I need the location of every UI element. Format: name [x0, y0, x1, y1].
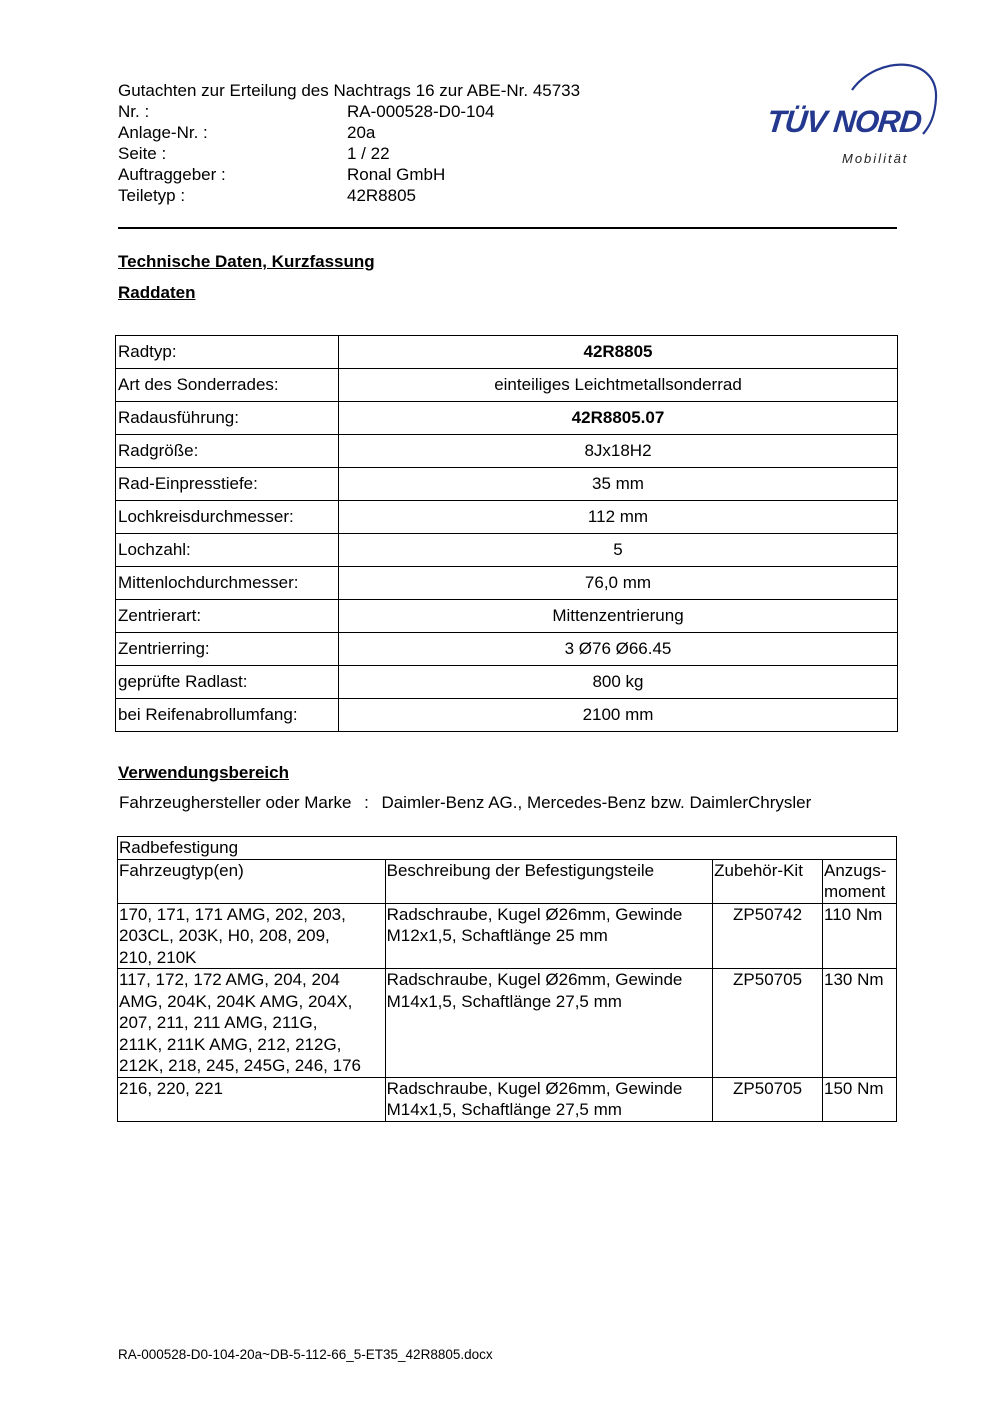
header-label: Teiletyp :: [118, 186, 186, 205]
befe-description-line: M14x1,5, Schaftlänge 27,5 mm: [386, 1100, 622, 1119]
radbefestigung-table: [117, 836, 897, 1122]
raddaten-row: [116, 435, 898, 468]
befe-vehicle-types-line: 212K, 218, 245, 245G, 246, 176: [119, 1056, 361, 1075]
befe-header-torque-line2: moment: [824, 882, 886, 901]
befe-vehicle-types-line: 216, 220, 221: [119, 1078, 223, 1098]
raddaten-label: Zentrierring:: [116, 633, 339, 666]
raddaten-label: Art des Sonderrades:: [116, 369, 339, 402]
raddaten-value: einteiliges Leichtmetallsonderrad: [339, 369, 898, 402]
raddaten-value: 8Jx18H2: [339, 435, 898, 468]
header-row-nr: [118, 101, 678, 122]
befe-description: [385, 903, 712, 969]
befe-description-line: Radschraube, Kugel Ø26mm, Gewinde: [386, 904, 683, 924]
raddaten-row: [116, 567, 898, 600]
raddaten-row: [116, 666, 898, 699]
befe-vehicle-types: [118, 903, 386, 969]
raddaten-label: Lochkreisdurchmesser:: [116, 501, 339, 534]
usage-line: [119, 793, 811, 813]
raddaten-row: [116, 402, 898, 435]
raddaten-value: 42R8805.07: [339, 402, 898, 435]
befe-description-line: M12x1,5, Schaftlänge 25 mm: [386, 926, 608, 945]
header-row-auftraggeber: [118, 164, 678, 185]
header-label: Auftraggeber :: [118, 165, 226, 184]
header-value: Ronal GmbH: [347, 165, 446, 184]
document-header: [118, 80, 678, 206]
raddaten-label: Radtyp:: [116, 336, 339, 369]
header-title: Gutachten zur Erteilung des Nachtrags 16 zur ABE-Nr. 45733: [118, 81, 581, 100]
raddaten-value: 76,0 mm: [339, 567, 898, 600]
raddaten-label: Lochzahl:: [116, 534, 339, 567]
raddaten-value: Mittenzentrierung: [339, 600, 898, 633]
raddaten-row: [116, 633, 898, 666]
befe-vehicle-types-line: 203CL, 203K, H0, 208, 209,: [119, 926, 330, 945]
befe-header-torque: [823, 859, 897, 903]
header-value: RA-000528-D0-104: [347, 102, 495, 121]
raddaten-row: [116, 699, 898, 732]
usage-separator: :: [364, 793, 369, 812]
befe-torque: 110 Nm: [823, 903, 897, 969]
befe-vehicle-types-line: 117, 172, 172 AMG, 204, 204: [119, 970, 340, 989]
raddaten-row: [116, 501, 898, 534]
section-title-verwendung: Verwendungsbereich: [118, 763, 289, 782]
raddaten-label: Radausführung:: [116, 402, 339, 435]
befe-header-desc: Beschreibung der Befestigungsteile: [385, 859, 712, 903]
header-row-teiletyp: [118, 185, 678, 206]
raddaten-value: 112 mm: [339, 501, 898, 534]
header-divider: [118, 227, 897, 229]
raddaten-row: [116, 336, 898, 369]
raddaten-label: Zentrierart:: [116, 600, 339, 633]
usage-value: Daimler-Benz AG., Mercedes-Benz bzw. DaimlerChrysler: [381, 793, 812, 812]
header-label: Anlage-Nr. :: [118, 123, 208, 142]
befe-vehicle-types-line: AMG, 204K, 204K AMG, 204X,: [119, 991, 353, 1011]
header-label: Seite :: [118, 144, 167, 163]
befe-row: [118, 1077, 897, 1121]
befe-title: Radbefestigung: [118, 837, 897, 860]
header-value: 20a: [347, 123, 376, 142]
header-label: Nr. :: [118, 102, 150, 121]
raddaten-label: bei Reifenabrollumfang:: [116, 699, 339, 732]
befe-header-types: Fahrzeugtyp(en): [118, 859, 386, 903]
befe-kit: ZP50705: [713, 1077, 823, 1121]
befe-description-line: Radschraube, Kugel Ø26mm, Gewinde: [386, 1078, 683, 1098]
befe-description: [385, 1077, 712, 1121]
befe-vehicle-types: [118, 969, 386, 1078]
raddaten-value: 3 Ø76 Ø66.45: [339, 633, 898, 666]
brand-logo-subtitle: Mobilität: [842, 151, 909, 166]
befe-row: [118, 969, 897, 1078]
raddaten-value: 35 mm: [339, 468, 898, 501]
befe-vehicle-types-line: 210, 210K: [119, 947, 197, 967]
footer-filename: RA-000528-D0-104-20a~DB-5-112-66_5-ET35_42R8805.docx: [118, 1347, 493, 1362]
befe-description: [385, 969, 712, 1078]
befe-vehicle-types-line: 170, 171, 171 AMG, 202, 203,: [119, 904, 346, 924]
befe-kit: ZP50705: [713, 969, 823, 1078]
raddaten-row: [116, 600, 898, 633]
header-value: 42R8805: [347, 186, 417, 205]
befe-vehicle-types-line: 211K, 211K AMG, 212, 212G,: [119, 1034, 342, 1054]
header-row-seite: [118, 143, 678, 164]
raddaten-row: [116, 369, 898, 402]
befe-description-line: Radschraube, Kugel Ø26mm, Gewinde: [386, 970, 683, 989]
befe-kit: ZP50742: [713, 903, 823, 969]
section-title-tech: Technische Daten, Kurzfassung: [118, 252, 375, 271]
befe-header-torque-line1: Anzugs-: [824, 860, 887, 880]
section-title-raddaten: Raddaten: [118, 283, 196, 302]
befe-vehicle-types-line: 207, 211, 211 AMG, 211G,: [119, 1013, 318, 1032]
befe-description-line: M14x1,5, Schaftlänge 27,5 mm: [386, 991, 622, 1011]
raddaten-row: [116, 468, 898, 501]
befe-vehicle-types: [118, 1077, 386, 1121]
raddaten-value: 42R8805: [339, 336, 898, 369]
raddaten-value: 5: [339, 534, 898, 567]
raddaten-label: Radgröße:: [116, 435, 339, 468]
befe-torque: 130 Nm: [823, 969, 897, 1078]
befe-row: [118, 903, 897, 969]
befe-header-kit: Zubehör-Kit: [713, 859, 823, 903]
raddaten-label: Rad-Einpresstiefe:: [116, 468, 339, 501]
befe-torque: 150 Nm: [823, 1077, 897, 1121]
raddaten-table: [115, 335, 898, 732]
raddaten-row: [116, 534, 898, 567]
raddaten-value: 2100 mm: [339, 699, 898, 732]
header-row-anlage: [118, 122, 678, 143]
befe-header-row: [118, 859, 897, 903]
raddaten-label: Mittenlochdurchmesser:: [116, 567, 339, 600]
header-value: 1 / 22: [347, 144, 390, 163]
usage-label: Fahrzeughersteller oder Marke: [119, 793, 352, 812]
raddaten-label: geprüfte Radlast:: [116, 666, 339, 699]
befe-title-row: [118, 837, 897, 860]
brand-logo-text: TÜV NORD: [765, 104, 923, 139]
raddaten-value: 800 kg: [339, 666, 898, 699]
